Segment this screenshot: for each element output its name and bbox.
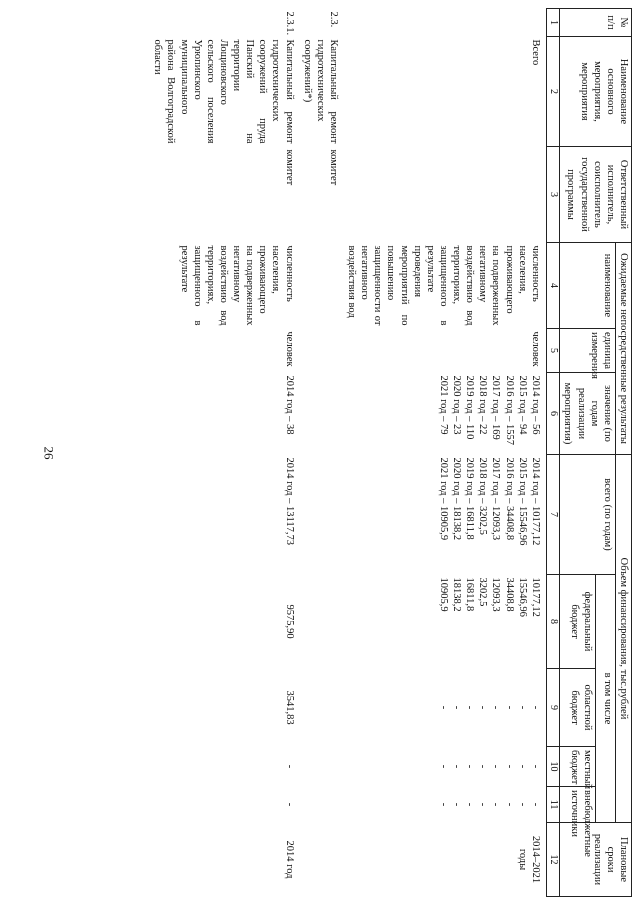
total-line: 2015 год – 15546,96 [516,457,528,546]
result-unit: человек [529,331,541,367]
local-line: - [490,764,502,769]
header-terms: Плановые сроки реализации [560,823,632,897]
header-fin-total: всего (по годам) [560,455,616,575]
fin-local [344,747,546,787]
extra-line: - [464,802,476,807]
fin-totals [344,455,546,575]
total-line: 2021 год – 10905,9 [438,457,449,541]
local-line: - [438,764,449,769]
col-number: 7 [546,455,560,575]
col-number: 1 [546,9,560,37]
terms: 2014–2021 годы [516,835,541,884]
header-financing: Объем финансирования, тыс.рублей [615,455,631,823]
federal-line: 12093,3 [490,577,502,612]
table-row-2-3 [300,9,344,897]
result-values [344,373,546,455]
col-number: 9 [546,669,560,747]
header-fin-federal: федеральный бюджет [560,575,596,669]
header-exp-value: значение (по годам реализации мероприятия) [560,373,616,455]
row-name: Капитальный ремонт гидротехнических сооружений*) [301,39,339,144]
header-no: № п/п [560,9,632,37]
header-name: Наименование основного мероприятия, мероприятия [560,37,632,147]
value-line: 2018 год – 22 [477,375,489,435]
col-number: 5 [546,329,560,373]
header-fin-regional: областной бюджет [560,669,596,747]
program-table [150,8,632,897]
value-line: 2019 год – 110 [464,375,476,440]
result-name: численность населения, проживающего на подверженных негативному воздействию вод территориях, защищенного в результате проведения мероприятий по повышению защищенности от негативного воздействия вод [346,245,541,326]
fin-regional: 3541,83 [283,690,295,725]
header-executor: Ответственный исполнитель, соисполнитель государственной программы [560,147,632,243]
header-fin-including: в том числе [596,575,616,823]
result-unit: человек [283,331,295,367]
federal-line: 3202,5 [477,577,489,607]
fin-federal: 9575,90 [283,604,295,639]
value-line: 2015 год – 94 [516,375,528,435]
col-number: 3 [546,147,560,243]
local-line: - [477,764,489,769]
value-line: 2016 год – 1557 [503,375,515,445]
extra-line: - [503,802,515,807]
row-name: Капитальный ремонт гидротехнических сооружений пруда Панский на территории Лощиновского сельского поселения Урюпинского муниципального района Волгоградской области [152,39,295,144]
col-number: 10 [546,747,560,787]
regional-line: - [477,705,489,710]
fin-extra [344,787,546,823]
regional-line: - [451,705,463,710]
extra-line: - [477,802,489,807]
federal-line: 15546,96 [516,577,528,617]
table-row-total [344,9,546,897]
header-exp-name: наименование [560,243,616,329]
value-line: 2021 год – 79 [438,375,449,435]
regional-line: - [516,705,528,710]
page-number: 26 [41,446,57,460]
result-name: численность населения, проживающего на подверженных негативному воздействию вод территориях, защищенного в результате [178,245,295,326]
table-row-2-3-1 [150,9,299,897]
header-fin-extra: внебюджетные источники [560,787,596,823]
federal-line: 16811,8 [464,577,476,612]
federal-line: 34408,8 [503,577,515,612]
col-number: 8 [546,575,560,669]
fin-federal [344,575,546,669]
federal-line: 10177,12 [529,577,541,617]
extra-line: - [490,802,502,807]
row-executor: комитет [283,149,295,186]
local-line: - [516,764,528,769]
col-number: 4 [546,243,560,329]
col-number: 11 [546,787,560,823]
row-name: Всего [529,39,541,66]
fin-local: - [283,764,295,769]
header-fin-local: местный бюджет [560,747,596,787]
federal-line: 10905,9 [438,577,449,612]
row-executor: комитет [328,149,339,186]
regional-line: - [464,705,476,710]
local-line: - [451,764,463,769]
extra-line: - [438,802,449,807]
col-number: 2 [546,37,560,147]
row-number: 2.3. [328,11,339,28]
regional-line: - [490,705,502,710]
fin-total: 2014 год – 13117,73 [283,457,295,545]
total-line: 2017 год – 12093,3 [490,457,502,541]
total-line: 2020 год – 18138,2 [451,457,463,541]
total-line: 2014 год – 10177,12 [529,457,541,546]
value-line: 2017 год – 169 [490,375,502,440]
col-number: 12 [546,823,560,897]
total-line: 2016 год – 34408,8 [503,457,515,541]
fin-regional [344,669,546,747]
federal-line: 18138,2 [451,577,463,612]
row-number: 2.3.1. [283,11,295,36]
local-line: - [503,764,515,769]
extra-line: - [516,802,528,807]
fin-extra: - [283,802,295,807]
total-line: 2018 год – 3202,5 [477,457,489,535]
regional-line: - [529,705,541,710]
extra-line: - [529,802,541,807]
total-line: 2019 год – 16811,8 [464,457,476,540]
terms: 2014 год [283,840,295,879]
header-exp-unit: единица измерения [560,329,616,373]
regional-line: - [438,705,449,710]
extra-line: - [451,802,463,807]
result-value: 2014 год – 38 [283,375,295,435]
local-line: - [464,764,476,769]
regional-line: - [503,705,515,710]
local-line: - [529,764,541,769]
value-line: 2014 год – 56 [529,375,541,435]
col-number: 6 [546,373,560,455]
value-line: 2020 год – 23 [451,375,463,435]
header-expected: Ожидаемые непосредственные результаты [615,243,631,455]
